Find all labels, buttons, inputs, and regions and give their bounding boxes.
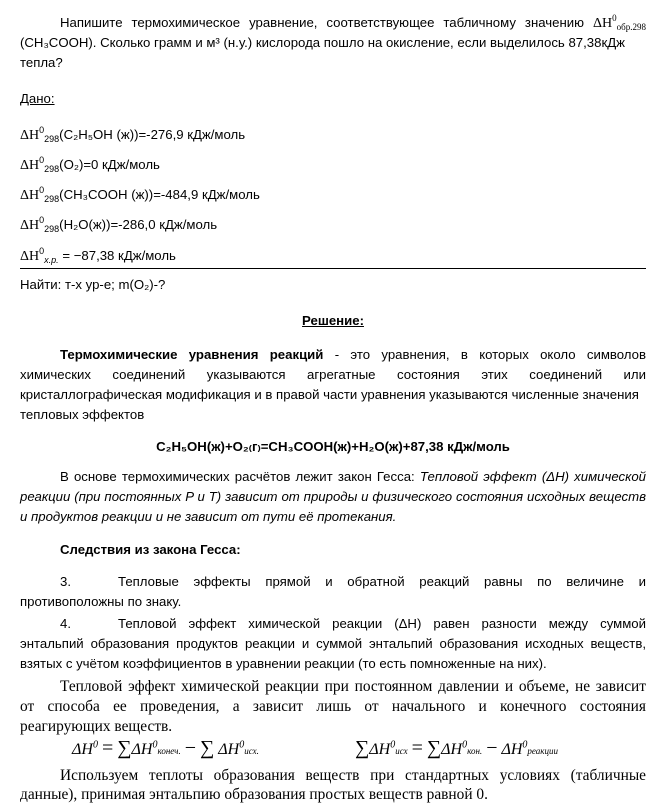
intro-line-3: тепла? [20,55,63,70]
statement-line-3: реагирующих веществ. [20,718,173,735]
given-item-oxygen: $\Delta H^0_{298}(O_2)=0$ кДж/моль [20,155,160,174]
consequence-3-line-2: противоположны по знаку. [20,594,182,609]
formula-right: $\sum\Delta H^0исх = \sum\Delta H^0кон$. − $\Delta H^0реакции$ [355,737,559,759]
formula-left: $\Delta H^0$ = $\sum\Delta H^0конеч$. − ∑ $\Delta H^0исх$. [72,737,259,759]
hess-line-2: реакции (при постоянных P и T) зависит от природы и физического состояния исходных веществ [20,489,646,504]
statement-line-5: данные), принимая энтальпию образования простых веществ равной 0. [20,786,488,803]
statement-line-4: Используем теплоты образования веществ при стандартных условиях (табличные [60,767,646,784]
intro-line-1: Напишите термохимическое уравнение, соответствующее табличному значению $\Delta H^0_{обр.298}$ [60,13,646,32]
reaction-equation: C₂H₅OH(ж)+O₂₍г₎=CH₃COOH(ж)+H₂O(ж)+87,38 кДж/моль [156,439,510,454]
solution-p1-line-4: тепловых эффектов [20,407,145,422]
given-item-reaction-heat: $\Delta H^0_{х.р.} = -87,38$ кДж/моль [20,246,176,265]
consequence-4-line-2: энтальпий образования продуктов реакции и суммой энтальпий образования исходных веществ, [20,636,646,651]
statement-line-1: Тепловой эффект химической реакции при постоянном давлении и объеме, не зависит [60,678,646,695]
hess-line-1: В основе термохимических расчётов лежит закон Гесса: Тепловой эффект (ΔH) химической [60,469,646,484]
hess-line-3: и продуктов реакции и не зависит от пути её протекания. [20,509,397,524]
given-heading: Дано: [20,91,55,106]
given-item-ethanol: $\Delta H^0_{298}(C_2H_5OH$ (ж))=-276,9 кДж/моль [20,125,246,144]
solution-heading: Решение: [302,313,364,328]
solution-p1-line-3: кристаллографическая модификация и в правой части уравнения указываются численные значения [20,387,639,402]
find-line: Найти: т-х ур-е; m(O₂)-? [20,277,166,292]
solution-p1-line-2: химических соединений указываются агрегатные состояния этих соединений или [20,367,646,382]
intro-line-2: (CH₃COOH). Сколько грамм и м³ (н.у.) кислорода пошло на окисление, если выделилось 87,38кДж [20,35,625,50]
delta-h-symbol: $\Delta H^0_{обр.298}$ [593,13,646,32]
consequence-3-line-1: 3. Тепловые эффекты прямой и обратной реакций равны по величине и [60,574,646,589]
given-divider [20,268,646,269]
solution-p1-line-1: Термохимические уравнения реакций - это уравнения, в которых около символов [60,347,646,362]
statement-line-2: от способа ее проведения, а зависит лишь от начального и конечного состояния [20,698,646,715]
consequence-4-line-1: 4. Тепловой эффект химической реакции (ΔH) равен разности между суммой [60,616,646,631]
given-item-water: $\Delta H^0_{298}(H_2O(ж))=-286,0$ кДж/моль [20,215,218,234]
consequences-heading: Следствия из закона Гесса: [60,542,241,557]
consequence-4-line-3: взятых с учётом коэффициентов в уравнении реакции (то есть помноженные на них). [20,656,547,671]
given-item-acetic-acid: $\Delta H^0_{298}(CH_3COOH$ (ж))=-484,9 кДж/моль [20,185,260,204]
